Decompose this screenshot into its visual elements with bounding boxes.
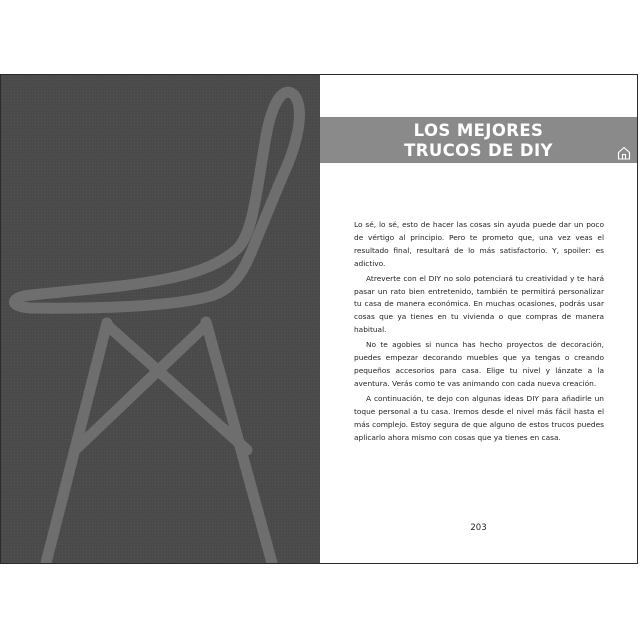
body-text	[354, 219, 604, 446]
paragraph-4: A continuación, te dejo con algunas ideas DIY para añadirle un toque personal a tu casa. Iremos desde el nivel más fácil hasta el más complejo. Estoy segura de que alguno de estos trucos puedes aplicarlo ahora mismo con cosas que ya tienes en casa.	[354, 393, 604, 442]
chair-illustration	[1, 75, 320, 563]
right-page	[320, 75, 637, 563]
paragraph-3: No te agobies si nunca has hecho proyectos de decoración, puedes empezar decorando muebles que ya tengas o creando pequeños accesorios para casa. Elige tu nivel y lánzate a la aventura. Verás como te vas animando con cada nueva creación.	[354, 340, 604, 388]
chapter-title-line-1: LOS MEJORES	[413, 121, 544, 140]
book-spread	[0, 74, 638, 564]
chapter-title	[320, 121, 637, 161]
title-banner	[320, 117, 637, 163]
page-number: 203	[470, 523, 487, 533]
house-icon	[617, 146, 631, 160]
left-page	[1, 75, 320, 563]
chapter-title-line-2: TRUCOS DE DIY	[404, 141, 553, 160]
paragraph-1: Lo sé, lo sé, esto de hacer las cosas sin ayuda puede dar un poco de vértigo al principio. Pero te prometo que, una vez veas el resultado final, resultará de lo más satisfactorio. Y, spoiler: es adictivo.	[354, 220, 604, 268]
paragraph-2: Atreverte con el DIY no solo potenciará tu creatividad y te hará pasar un rato bien entretenido, también te permitirá personalizar tu casa de manera económica. En muchas ocasiones, podrás usar cosas que ya tienes en tu vivienda o que compras de manera habitual.	[354, 273, 604, 335]
